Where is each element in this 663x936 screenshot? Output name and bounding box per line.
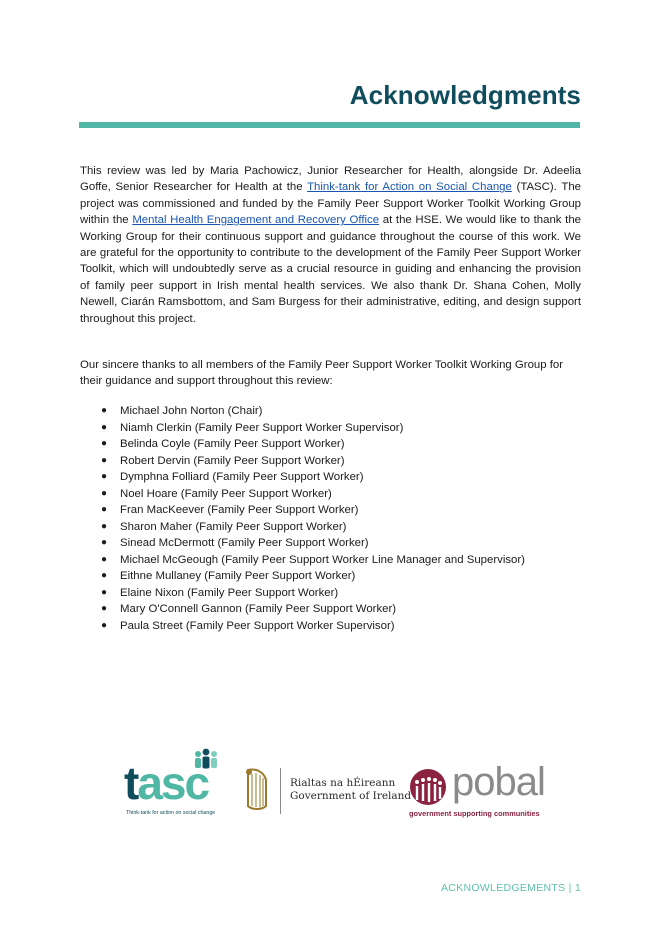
member-name: Michael McGeough (Family Peer Support Worker Line Manager and Supervisor)	[120, 553, 525, 566]
pobal-wordmark: pobal	[452, 760, 545, 804]
page-title: Acknowledgments	[349, 80, 581, 110]
list-item	[80, 502, 600, 519]
bullet-icon: ●	[101, 520, 108, 532]
working-group-list	[80, 403, 600, 634]
list-item	[80, 403, 600, 420]
list-item	[80, 585, 600, 602]
thanks-paragraph: Our sincere thanks to all members of the Family Peer Support Worker Toolkit Working Group for their guidance and support throughout this review:	[80, 359, 564, 388]
member-name: Sharon Maher (Family Peer Support Worker)	[120, 520, 347, 533]
page-footer: ACKNOWLEDGEMENTS | 1	[441, 882, 581, 894]
list-item	[80, 618, 600, 635]
member-name: Dymphna Folliard (Family Peer Support Worker)	[120, 471, 364, 483]
member-name: Niamh Clerkin (Family Peer Support Worker Supervisor)	[120, 421, 404, 434]
member-name: Mary O'Connell Gannon (Family Peer Support Worker)	[120, 603, 397, 615]
gov-logo-divider	[280, 768, 281, 814]
bullet-icon: ●	[101, 553, 108, 565]
list-item	[80, 519, 600, 536]
bullet-icon: ●	[101, 487, 108, 499]
tasc-tagline: Think-tank for action on social change	[126, 810, 216, 816]
tasc-link[interactable]: Think-tank for Action on Social Change	[307, 181, 512, 194]
gov-ireland-logo	[290, 777, 411, 803]
bullet-icon: ●	[101, 454, 108, 466]
bullet-icon: ●	[101, 570, 108, 581]
intro-paragraph	[80, 163, 581, 327]
intro-text-3: at the HSE. We would like to thank the Working Group for their continuous support and guidance throughout the course of this work. We are grateful for the opportunity to contribute to the development of the Family Peer Support Worker Toolkit, which will undoubtedly serve as a crucial resource in guiding and enhancing the provision of family peer support in Irish mental health services. We also thank Dr. Shana Cohen, Molly Newell, Ciarán Ramsbottom, and Sam Burgess for their administrative, editing, and design support throughout this project.	[80, 214, 581, 325]
bullet-icon: ●	[101, 405, 108, 416]
gov-english-name: Government of Ireland	[290, 790, 412, 802]
tasc-wordmark: tasc	[124, 757, 209, 809]
member-name: Eithne Mullaney (Family Peer Support Worker)	[120, 570, 356, 582]
member-name: Fran MacKeever (Family Peer Support Worker)	[120, 504, 359, 516]
bullet-icon: ●	[101, 537, 108, 548]
intro-text-1: This review was led by Maria Pachowicz, Junior Researcher for Health, alongside Dr. Adeelia Goffe, Senior Researcher for Health at the	[80, 165, 581, 194]
member-name: Robert Dervin (Family Peer Support Worker)	[120, 454, 345, 467]
bullet-icon: ●	[101, 619, 108, 631]
title-underline	[79, 122, 580, 128]
pobal-dots-icon	[408, 768, 448, 806]
intro-text-2: (TASC). The project was commissioned and funded by the Family Peer Support Worker Toolkit Working Group within the	[80, 181, 581, 227]
list-item	[80, 535, 600, 552]
list-item	[80, 486, 600, 503]
bullet-icon: ●	[101, 421, 108, 433]
list-item	[80, 453, 600, 470]
bullet-icon: ●	[101, 603, 108, 614]
gov-irish-name: Rialtas na hÉireann	[290, 777, 396, 789]
member-name: Noel Hoare (Family Peer Support Worker)	[120, 487, 332, 500]
member-name: Paula Street (Family Peer Support Worker Supervisor)	[120, 619, 395, 632]
member-name: Elaine Nixon (Family Peer Support Worker)	[120, 586, 339, 599]
pobal-tagline: government supporting communities	[409, 809, 540, 818]
member-name: Michael John Norton (Chair)	[120, 405, 263, 417]
bullet-icon: ●	[101, 586, 108, 598]
bullet-icon: ●	[101, 504, 108, 515]
harp-icon	[244, 766, 270, 812]
list-item	[80, 420, 600, 437]
tasc-logo	[124, 748, 224, 820]
bullet-icon: ●	[101, 471, 108, 482]
member-name: Belinda Coyle (Family Peer Support Worker)	[120, 438, 345, 450]
list-item	[80, 568, 600, 585]
list-item	[80, 436, 600, 453]
list-item	[80, 552, 600, 569]
list-item	[80, 469, 600, 486]
bullet-icon: ●	[101, 438, 108, 449]
mental-health-office-link[interactable]: Mental Health Engagement and Recovery Office	[132, 214, 380, 227]
logo-strip	[0, 740, 663, 830]
member-name: Sinead McDermott (Family Peer Support Worker)	[120, 537, 369, 549]
list-item	[80, 601, 600, 618]
